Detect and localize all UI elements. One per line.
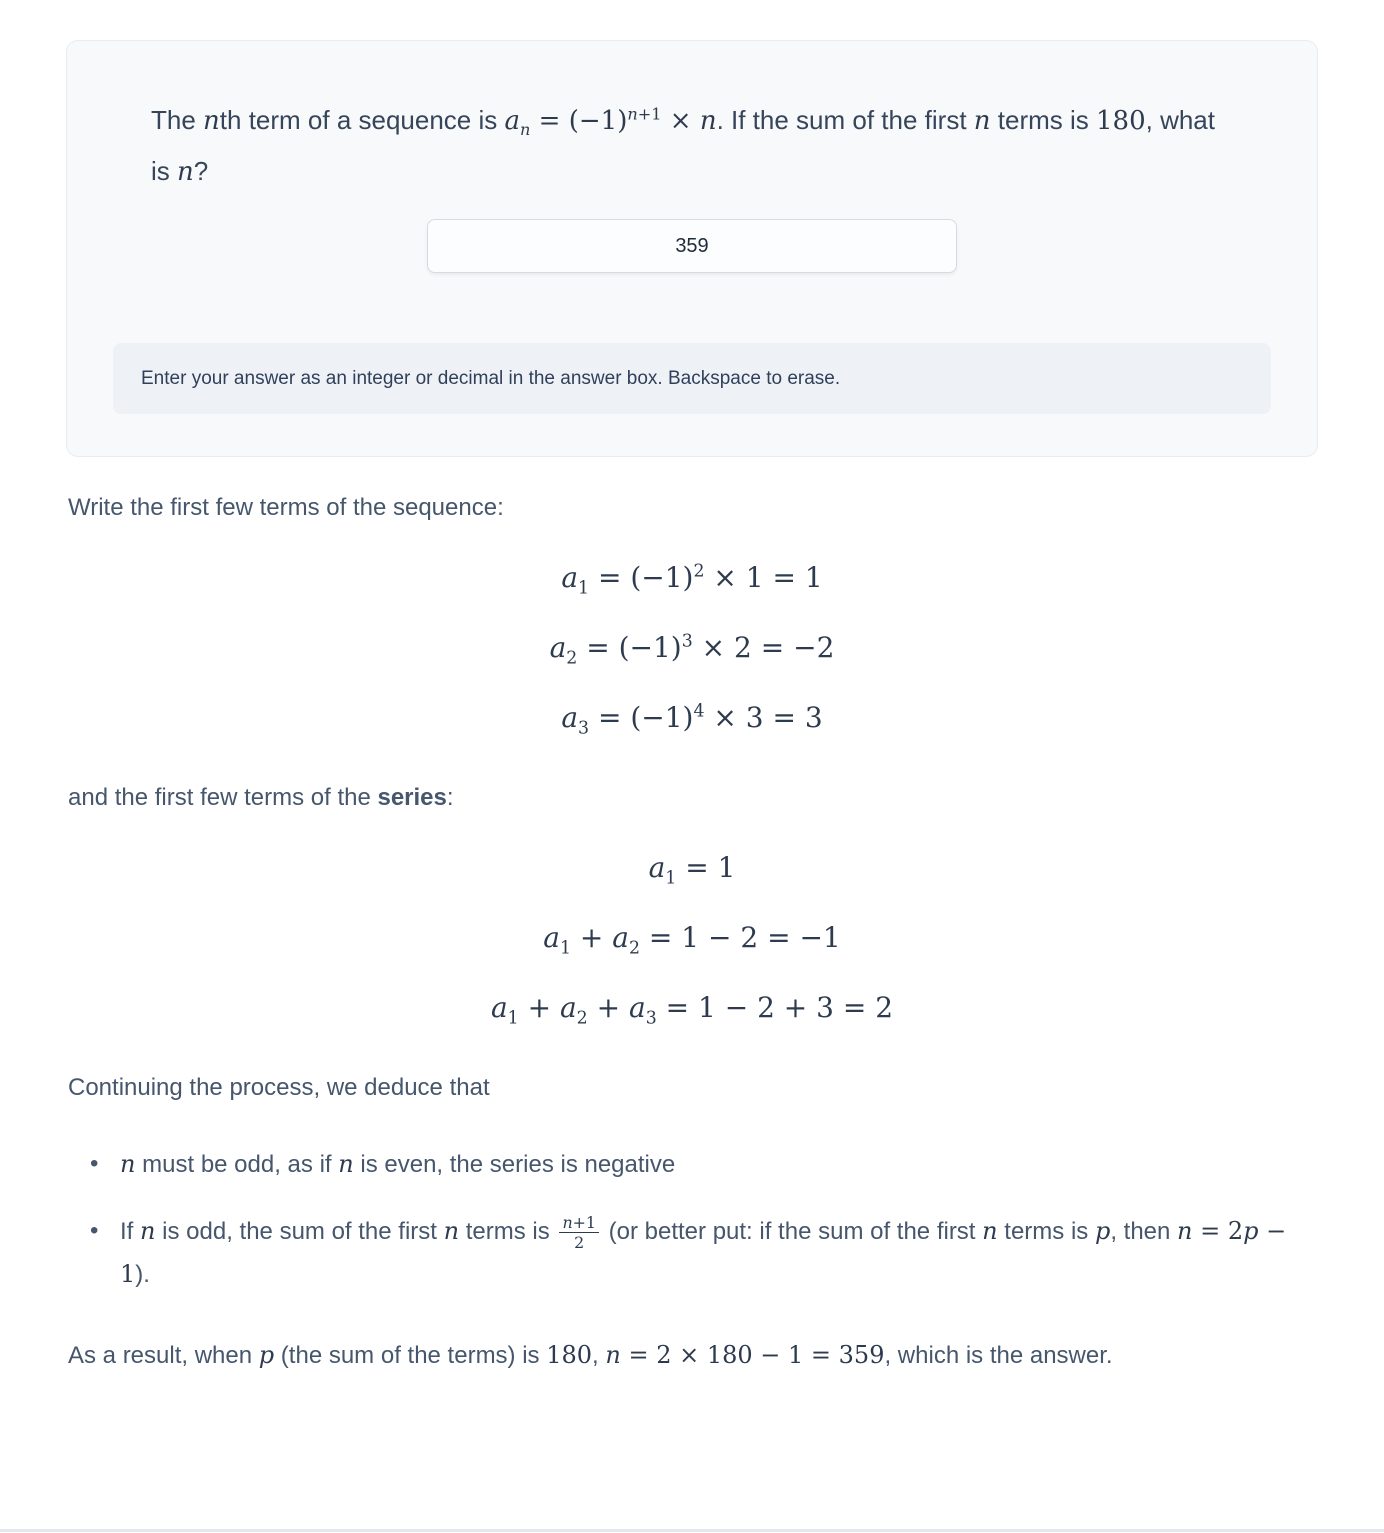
question-text: The nth term of a sequence is $a_n = (-1)^{n+1} \times n$. If the sum of the first n terms is 180, what is n? xyxy=(151,104,1215,187)
series-equation-3: $a_1 + a_2 + a_3 = 1 - 2 + 3 = 2$ xyxy=(490,991,894,1029)
sequence-intro-text: Write the first few terms of the sequence: xyxy=(68,494,504,521)
series-equation-2: $a_1 + a_2 = 1 - 2 = -1$ xyxy=(543,921,841,959)
question-card xyxy=(66,40,1318,457)
deduction-intro-text: Continuing the process, we deduce that xyxy=(68,1074,490,1101)
series-equation-1: $a_1 = 1$ xyxy=(648,851,736,889)
deduction-item: • n must be odd, as if n is even, the series is negative xyxy=(90,1143,1295,1186)
conclusion-text: As a result, when p (the sum of the terms) is 180, n = 2 × 180 − 1 = 359, which is the answer. xyxy=(68,1341,1113,1369)
series-intro-text: and the first few terms of the series: xyxy=(68,784,454,811)
sequence-equation-2: $a_2 = (-1)^3 \times 2 = -2$ xyxy=(549,631,835,669)
series-equations xyxy=(0,847,1384,1029)
answer-hint-note: Enter your answer as an integer or decimal in the answer box. Backspace to erase. xyxy=(113,343,1271,414)
explanation-section xyxy=(0,493,1384,1371)
sequence-equations xyxy=(0,557,1384,739)
sequence-equation-1: $a_1 = (-1)^2 \times 1 = 1$ xyxy=(561,561,823,599)
sequence-equation-3: $a_3 = (-1)^4 \times 3 = 3$ xyxy=(561,701,823,739)
deduction-item: • If n is odd, the sum of the first n terms is $\frac{n+1}{2}$ (or better put: if the sum of the first n terms is p, then n = 2p − 1). xyxy=(90,1210,1295,1296)
answer-input[interactable]: 359 xyxy=(427,219,957,273)
bottom-divider xyxy=(0,1529,1384,1532)
deduction-list xyxy=(90,1143,1384,1296)
